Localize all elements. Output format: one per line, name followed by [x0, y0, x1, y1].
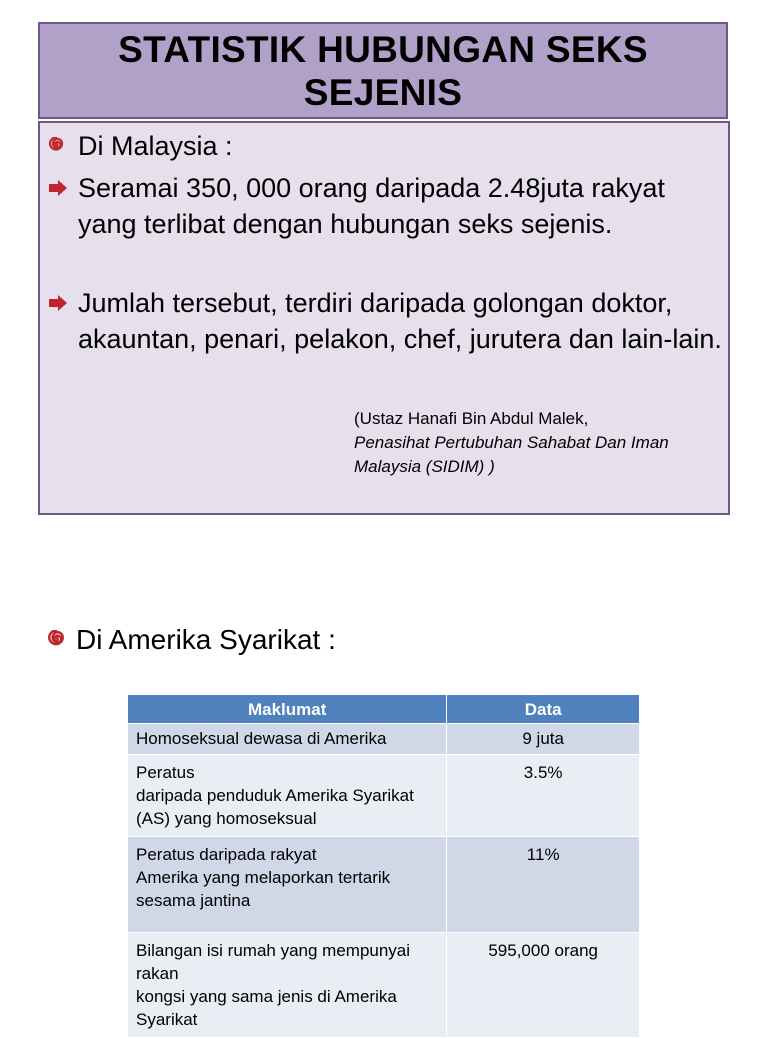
row-value: 595,000 orang: [447, 933, 640, 1038]
source-author: (Ustaz Hanafi Bin Abdul Malek,: [354, 409, 589, 428]
page-title: STATISTIK HUBUNGAN SEKS SEJENIS: [118, 28, 648, 113]
source-affiliation: Penasihat Pertubuhan Sahabat Dan Iman Malaysia (SIDIM) ): [354, 433, 669, 476]
table-header-row: [128, 695, 640, 724]
row-value: 3.5%: [447, 755, 640, 837]
table-row: [128, 933, 640, 1038]
column-header-info: Maklumat: [128, 695, 447, 724]
spiral-bullet-icon: [48, 137, 64, 153]
spiral-bullet-icon: [47, 630, 65, 648]
red-arrow-bullet-icon: [48, 179, 68, 197]
source-citation: [354, 407, 724, 479]
malaysia-bullet-2: Jumlah tersebut, terdiri daripada golongan doktor, akauntan, penari, pelakon, chef, jurutera dan lain-lain.: [78, 288, 722, 354]
table-row: [128, 837, 640, 933]
malaysia-bullet-1: Seramai 350, 000 orang daripada 2.48juta rakyat yang terlibat dengan hubungan seks sejenis.: [78, 173, 665, 239]
row-info: Bilangan isi rumah yang mempunyai rakan kongsi yang sama jenis di Amerika Syarikat: [128, 933, 447, 1038]
row-info: Homoseksual dewasa di Amerika: [128, 724, 447, 755]
row-value: 11%: [447, 837, 640, 933]
malaysia-heading: Di Malaysia :: [78, 131, 233, 161]
table-row: [128, 724, 640, 755]
usa-stats-table: [127, 694, 640, 1038]
row-info: Peratus daripada penduduk Amerika Syarikat (AS) yang homoseksual: [128, 755, 447, 837]
row-info: Peratus daripada rakyat Amerika yang melaporkan tertarik sesama jantina: [128, 837, 447, 933]
column-header-data: Data: [447, 695, 640, 724]
red-arrow-bullet-icon: [48, 294, 68, 312]
usa-heading: Di Amerika Syarikat :: [76, 624, 336, 655]
row-value: 9 juta: [447, 724, 640, 755]
title-banner: [38, 22, 728, 119]
table-row: [128, 755, 640, 837]
